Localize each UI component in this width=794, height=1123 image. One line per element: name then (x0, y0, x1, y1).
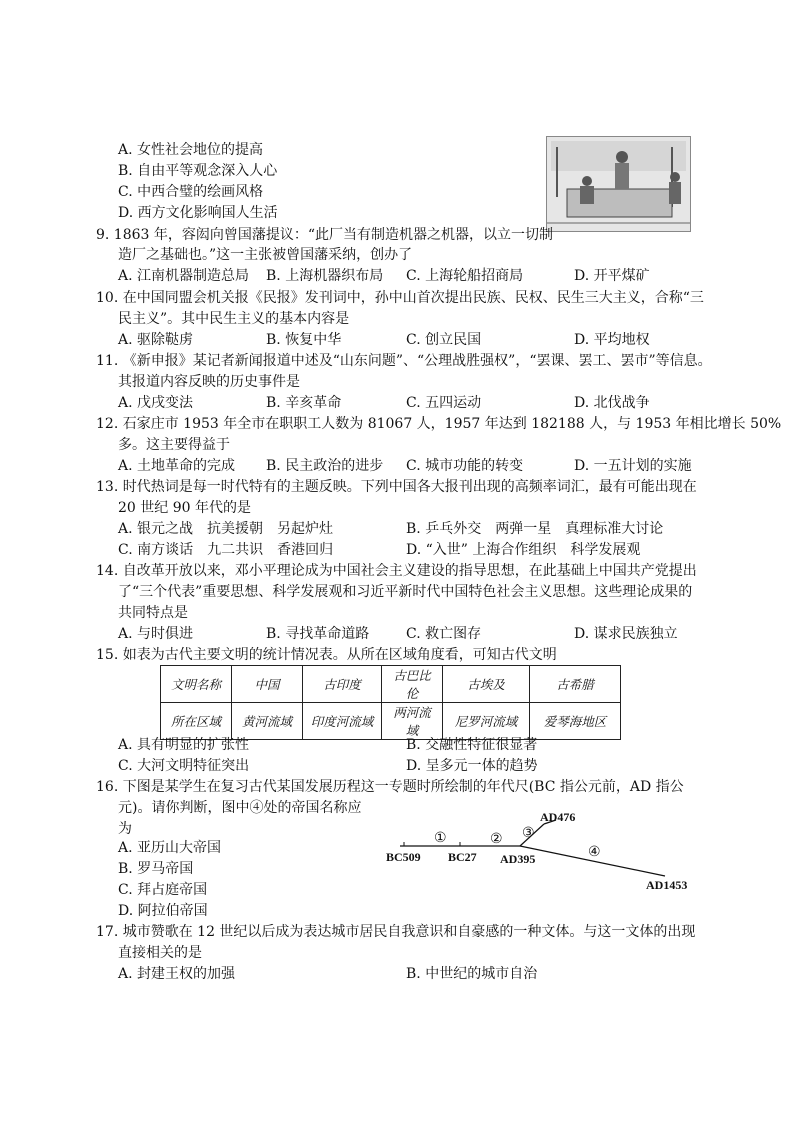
q14-stem-line3: 共同特点是 (118, 605, 188, 621)
q16-option-d: D. 阿拉伯帝国 (118, 903, 208, 919)
table-cell: 文明名称 (161, 666, 232, 703)
q8-option-c: C. 中西合璧的绘画风格 (118, 184, 264, 200)
q9-stem-line1: 9. 1863 年，容闳向曾国藩提议：“此厂当有制造机器之机器，以立一切制 (96, 227, 554, 243)
label-ad395: AD395 (500, 852, 536, 866)
q15-option-d: D. 呈多元一体的趋势 (406, 758, 538, 774)
table-cell: 古印度 (303, 666, 382, 703)
q8-option-b: B. 自由平等观念深入人心 (118, 163, 278, 179)
q11-option-b: B. 辛亥革命 (266, 395, 342, 411)
q11-stem-line2: 其报道内容反映的历史事件是 (118, 374, 300, 390)
table-cell: 古巴比伦 (382, 666, 443, 703)
label-bc27: BC27 (448, 850, 477, 864)
table-row (161, 666, 621, 703)
q9-option-c: C. 上海轮船招商局 (406, 268, 524, 284)
q10-stem-line1: 10. 在中国同盟会机关报《民报》发刊词中，孙中山首次提出民族、民权、民生三大主义，合称“三 (96, 290, 704, 306)
q13-option-d: D. “入世” 上海合作组织 科学发展观 (406, 542, 641, 558)
label-ad1453: AD1453 (646, 878, 688, 892)
q16-option-a: A. 亚历山大帝国 (118, 840, 222, 856)
table-cell: 中国 (232, 666, 303, 703)
q14-option-c: C. 救亡图存 (406, 626, 482, 642)
q10-option-d: D. 平均地权 (574, 332, 650, 348)
timeline-diagram (380, 806, 700, 906)
table-cell: 古埃及 (443, 666, 530, 703)
table-cell: 黄河流域 (232, 703, 303, 740)
q16-stem-line3: 为 (118, 821, 132, 837)
q17-stem-line1: 17. 城市赞歌在 12 世纪以后成为表达城市居民自我意识和自豪感的一种文体。与这一文体的出现 (96, 924, 696, 940)
q16-stem-line2: 元)。请你判断，图中④处的帝国名称应 (118, 800, 362, 816)
q10-stem-line2: 民主义”。其中民生主义的基本内容是 (118, 311, 350, 327)
q12-option-a: A. 土地革命的完成 (118, 458, 236, 474)
table-cell: 爱琴海地区 (530, 703, 621, 740)
q15-option-c: C. 大河文明特征突出 (118, 758, 250, 774)
q11-option-a: A. 戊戌变法 (118, 395, 194, 411)
marker-1: ① (434, 830, 447, 846)
table-cell: 尼罗河流域 (443, 703, 530, 740)
label-ad476: AD476 (540, 810, 576, 824)
q14-option-b: B. 寻找革命道路 (266, 626, 370, 642)
q13-option-b: B. 乒乓外交 两弹一星 真理标准大讨论 (406, 521, 664, 537)
q16-stem-line1: 16. 下图是某学生在复习古代某国发展历程这一专题时所绘制的年代尺(BC 指公元前，AD 指公 (96, 779, 684, 795)
q14-stem-line2: 了“三个代表”重要思想、科学发展观和习近平新时代中国特色社会主义思想。这些理论成果的 (118, 584, 693, 600)
historical-illustration (546, 136, 691, 232)
q10-option-a: A. 驱除鞑虏 (118, 332, 194, 348)
q11-option-d: D. 北伐战争 (574, 395, 650, 411)
q12-option-d: D. 一五计划的实施 (574, 458, 692, 474)
marker-2: ② (490, 831, 503, 847)
q9-stem-line2: 造厂之基础也。”这一主张被曾国藩采纳，创办了 (118, 247, 413, 263)
q8-option-d: D. 西方文化影响国人生活 (118, 205, 278, 221)
table-row (161, 703, 621, 740)
q11-stem-line1: 11. 《新申报》某记者新闻报道中述及“山东问题”、“公理战胜强权”，“罢课、罢工、罢市”等信息。 (96, 353, 712, 369)
q15-stem-line1: 15. 如表为古代主要文明的统计情况表。从所在区域角度看，可知古代文明 (96, 647, 557, 663)
marker-4: ④ (588, 844, 601, 860)
table-cell: 印度河流域 (303, 703, 382, 740)
table-cell: 古希腊 (530, 666, 621, 703)
q17-stem-line2: 直接相关的是 (118, 945, 202, 961)
q11-option-c: C. 五四运动 (406, 395, 482, 411)
q15-option-a: A. 具有明显的扩张性 (118, 737, 250, 753)
q12-option-b: B. 民主政治的进步 (266, 458, 384, 474)
q12-stem-line2: 多。这主要得益于 (118, 437, 230, 453)
q13-option-a: A. 银元之战 抗美援朝 另起炉灶 (118, 521, 334, 537)
q9-option-d: D. 开平煤矿 (574, 268, 650, 284)
q14-option-d: D. 谋求民族独立 (574, 626, 678, 642)
q12-stem-line1: 12. 石家庄市 1953 年全市在职职工人数为 81067 人，1957 年达到 182188 人，与 1953 年相比增长 50% (96, 416, 782, 432)
q12-option-c: C. 城市功能的转变 (406, 458, 524, 474)
q15-option-b: B. 交融性特征很显著 (406, 737, 538, 753)
civilization-table (160, 665, 621, 740)
q14-stem-line1: 14. 自改革开放以来，邓小平理论成为中国社会主义建设的指导思想，在此基础上中国共产党提出 (96, 563, 697, 579)
q9-option-a: A. 江南机器制造总局 (118, 268, 250, 284)
q16-option-b: B. 罗马帝国 (118, 861, 194, 877)
table-cell: 两河流域 (382, 703, 443, 740)
q10-option-c: C. 创立民国 (406, 332, 482, 348)
table-cell: 所在区域 (161, 703, 232, 740)
marker-3: ③ (522, 825, 535, 841)
q17-option-a: A. 封建王权的加强 (118, 966, 236, 982)
q14-option-a: A. 与时俱进 (118, 626, 194, 642)
q8-option-a: A. 女性社会地位的提高 (118, 142, 264, 158)
q10-option-b: B. 恢复中华 (266, 332, 342, 348)
illustration-drawing (547, 137, 690, 231)
label-bc509: BC509 (386, 850, 421, 864)
q13-stem-line1: 13. 时代热词是每一时代特有的主题反映。下列中国各大报刊出现的高频率词汇，最有可能出现在 (96, 479, 697, 495)
q9-option-b: B. 上海机器织布局 (266, 268, 384, 284)
q16-option-c: C. 拜占庭帝国 (118, 882, 208, 898)
q13-stem-line2: 20 世纪 90 年代的是 (118, 500, 251, 516)
q17-option-b: B. 中世纪的城市自治 (406, 966, 538, 982)
q13-option-c: C. 南方谈话 九二共识 香港回归 (118, 542, 334, 558)
